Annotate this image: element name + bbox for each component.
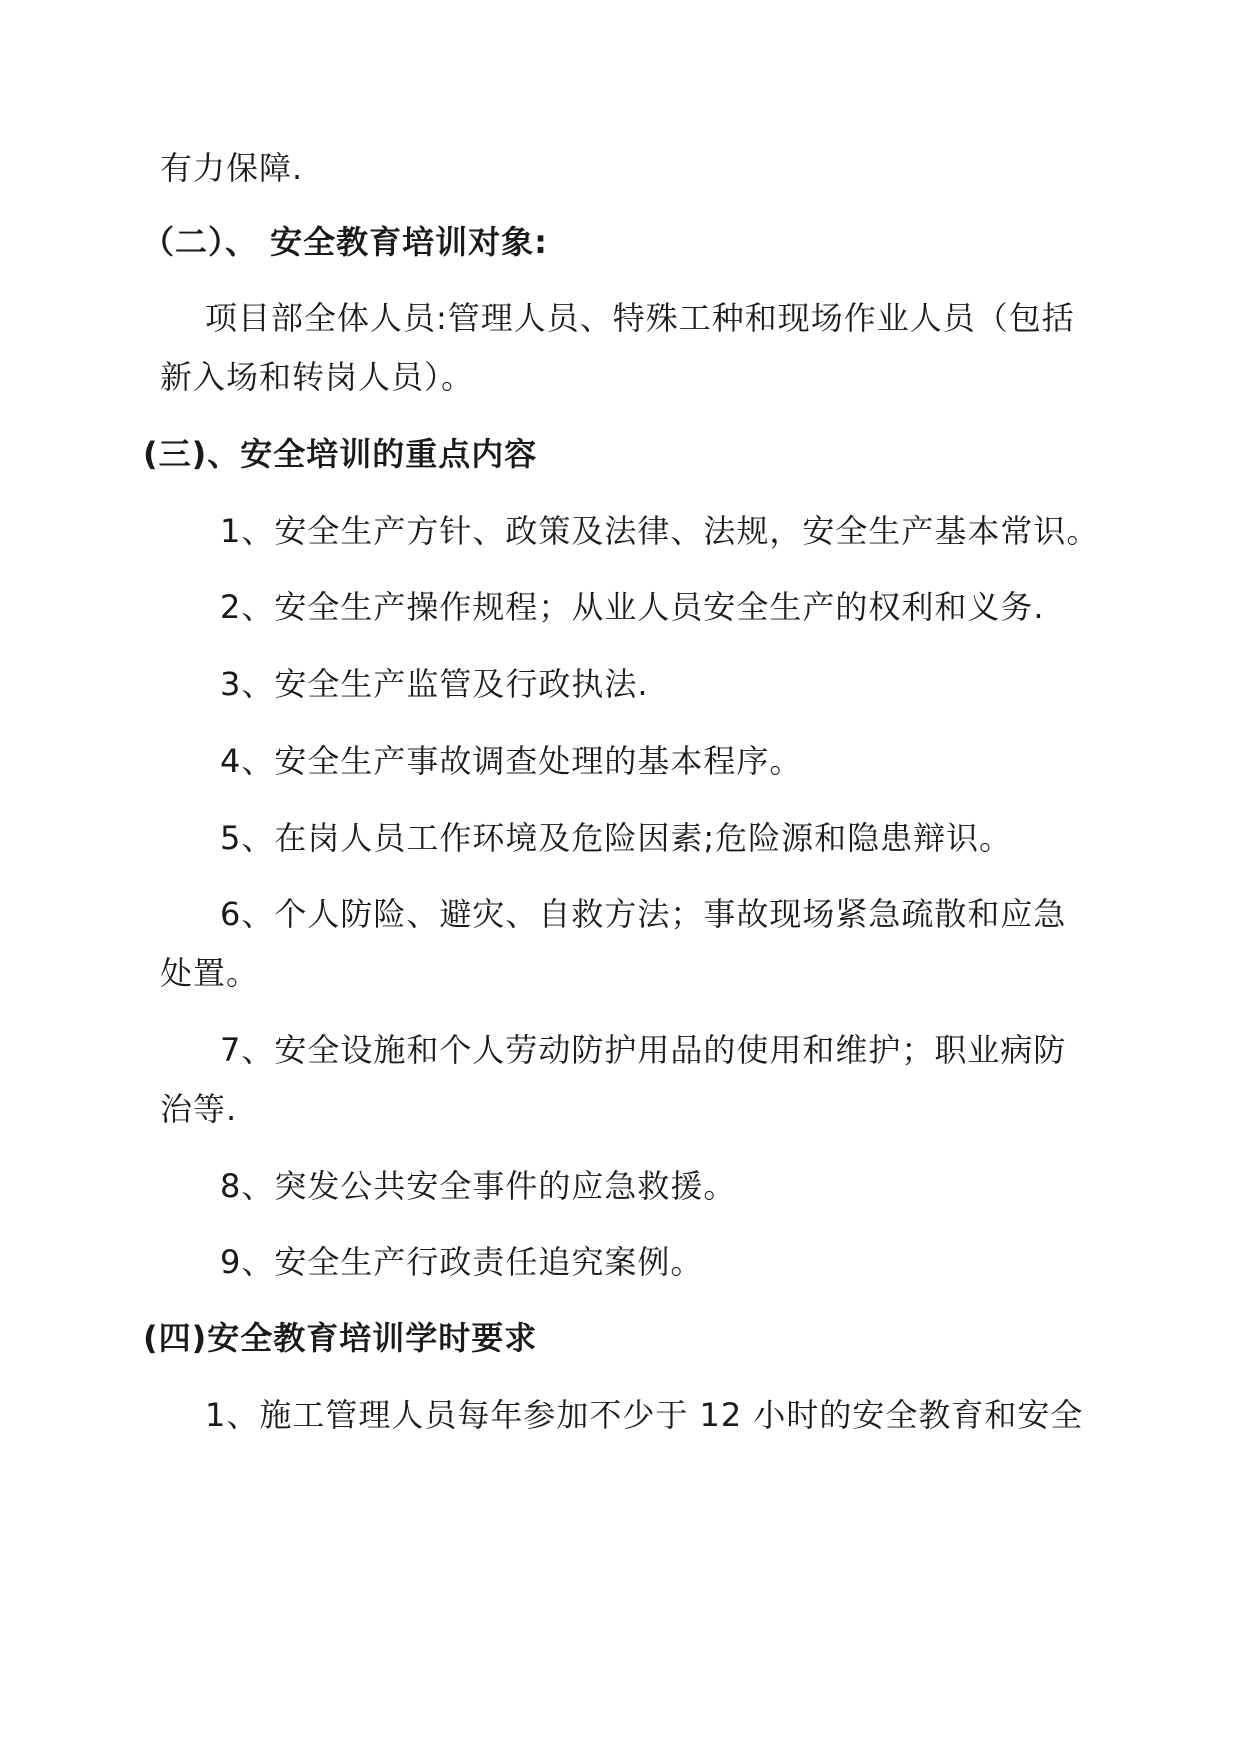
section-heading-3: (三)、安全培训的重点内容 [143, 435, 538, 473]
list-item-cont: 处置。 [160, 954, 260, 992]
list-item: 7、安全设施和个人劳动防护用品的使用和维护；职业病防 [220, 1031, 1067, 1069]
list-item: 6、个人防险、避灾、自救方法；事故现场紧急疏散和应急 [220, 895, 1067, 933]
list-item: 4、安全生产事故调查处理的基本程序。 [220, 742, 803, 780]
list-item: 9、安全生产行政责任追究案例。 [220, 1243, 704, 1281]
list-item: 1、施工管理人员每年参加不少于 12 小时的安全教育和安全 [205, 1396, 1084, 1434]
list-item-cont: 治等. [160, 1090, 238, 1128]
section-heading-2: （二）、 安全教育培训对象: [142, 223, 548, 261]
list-item: 2、安全生产操作规程；从业人员安全生产的权利和义务. [220, 588, 1045, 626]
paragraph-training-targets-cont: 新入场和转岗人员）。 [160, 358, 475, 396]
list-item: 5、在岗人员工作环境及危险因素;危险源和隐患辩识。 [220, 819, 1013, 857]
list-item: 3、安全生产监管及行政执法. [220, 665, 649, 703]
list-item: 8、突发公共安全事件的应急救援。 [220, 1167, 737, 1205]
section-heading-4: (四)安全教育培训学时要求 [143, 1319, 538, 1357]
paragraph-training-targets: 项目部全体人员:管理人员、特殊工种和现场作业人员（包括 [205, 299, 1075, 337]
list-item: 1、安全生产方针、政策及法律、法规，安全生产基本常识。 [220, 512, 1100, 550]
paragraph-continuation: 有力保障. [160, 149, 304, 187]
